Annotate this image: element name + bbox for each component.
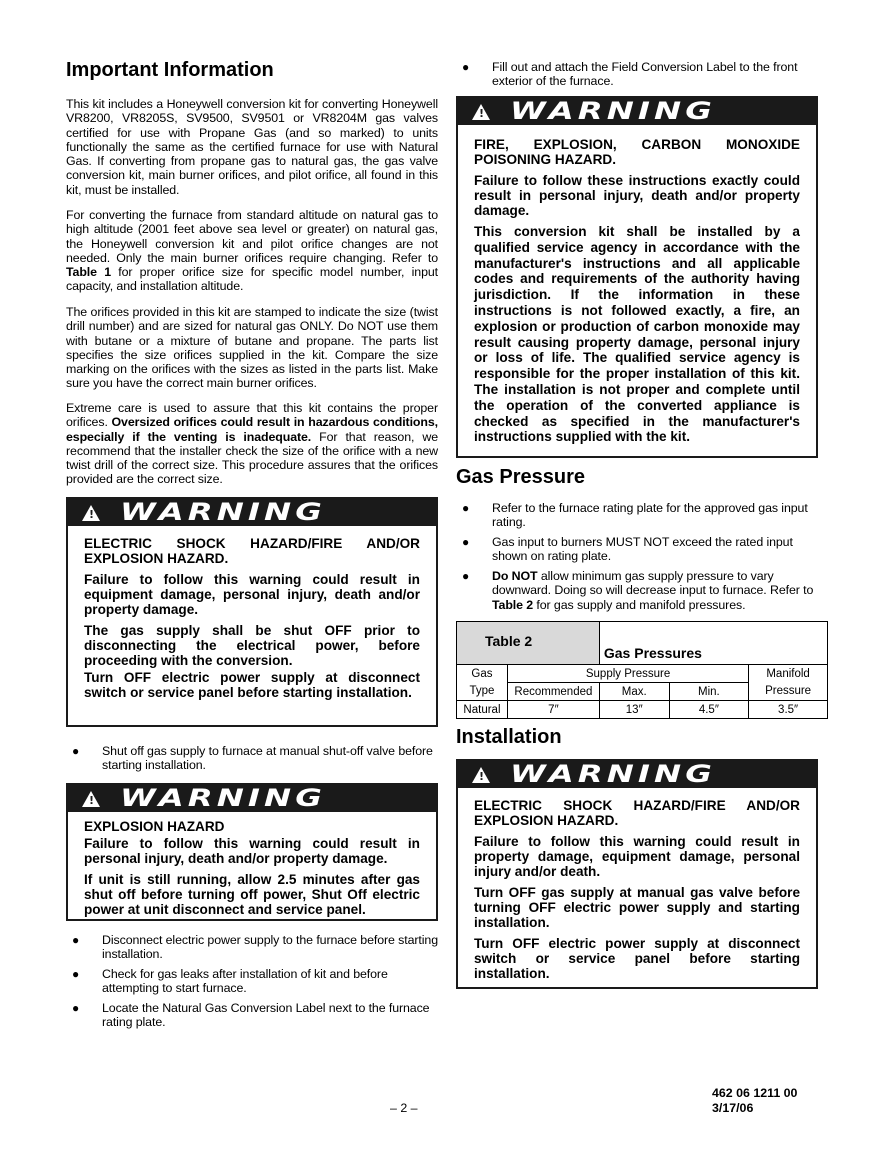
gas-pressures-table bbox=[456, 621, 828, 719]
warning-instruction-line: This conversion kit shall be installed by a qualified service agency in accordance with the manufacturer's instructions and all applicable codes and requirements of the authority having jurisdiction. If the information in these instructions is not followed exactly, a fire, an explosion or production of carbon monoxide may result causing property damage, personal injury or loss of life. The qualified service agency is responsible for the proper installation of this kit. The installation is not proper and complete until the operation of the converted appliance is checked as specified in the manufacturer's instructions supplied with the kit. bbox=[474, 224, 800, 445]
warning-instruction-line: If unit is still running, allow 2.5 minutes after gas shut off before turning off power, Shut Off electric power at unit disconnect and service panel. bbox=[84, 872, 420, 917]
table-title: Gas Pressures bbox=[599, 622, 827, 665]
list-item: ● Do NOT allow minimum gas supply pressure to vary downward. Doing so will decrease input to furnace. Refer to Table 2 for gas supply and manifold pressures. bbox=[462, 569, 814, 612]
list-item: ● Shut off gas supply to furnace at manual shut-off valve before starting installation. bbox=[72, 744, 433, 773]
warning-box-electric bbox=[66, 497, 438, 727]
warning-triangle-icon: ! bbox=[82, 791, 100, 807]
bullet-icon: ● bbox=[72, 1001, 80, 1015]
document-date: 3/17/06 bbox=[712, 1101, 754, 1115]
page-number: – 2 – bbox=[390, 1101, 418, 1115]
table-header: Manifold bbox=[749, 665, 828, 683]
list-item: ● Refer to the furnace rating plate for the approved gas input rating. bbox=[462, 501, 808, 530]
bullet-icon: ● bbox=[462, 569, 470, 583]
bullet-icon: ● bbox=[462, 60, 470, 74]
warning-heading: WARNING bbox=[120, 498, 326, 526]
bullet-icon: ● bbox=[462, 535, 470, 549]
warning-heading: WARNING bbox=[510, 760, 716, 788]
table-header: Type bbox=[457, 683, 508, 701]
warning-box-fire bbox=[456, 96, 818, 458]
warning-hazard-line: EXPLOSION HAZARD bbox=[84, 819, 225, 834]
bullet-icon: ● bbox=[72, 933, 80, 947]
table-cell: 7″ bbox=[507, 701, 599, 719]
warning-hazard-line: FIRE, EXPLOSION, CARBON MONOXIDE POISONING HAZARD. bbox=[474, 137, 800, 167]
warning-instruction-line: Turn OFF electric power supply at disconnect switch or service panel before starting installation. bbox=[84, 670, 420, 700]
important-info-title: Important Information bbox=[66, 59, 274, 81]
warning-triangle-icon: ! bbox=[472, 104, 490, 120]
list-item: ● Disconnect electric power supply to the furnace before starting installation. bbox=[72, 933, 438, 962]
warning-instruction-line: Turn OFF electric power supply at disconnect switch or service panel before starting installation. bbox=[474, 936, 800, 981]
table-header: Supply Pressure bbox=[507, 665, 748, 683]
warning-consequence-line: Failure to follow these instructions exactly could result in personal injury, death and/or property damage. bbox=[474, 173, 800, 218]
warning-consequence-line: Failure to follow this warning could result in personal injury, death and/or property damage. bbox=[84, 836, 420, 866]
warning-instruction-line: The gas supply shall be shut OFF prior to disconnecting the electrical power, before proceeding with the conversion. bbox=[84, 623, 420, 668]
table-cell: 4.5″ bbox=[669, 701, 749, 719]
warning-box-install bbox=[456, 759, 818, 989]
warning-banner bbox=[458, 761, 816, 788]
intro-paragraph: This kit includes a Honeywell conversion kit for converting Honeywell VR8200, VR8205S, SV9500, SV9501 or VR8204M gas valves certified for use with Propane Gas (and so marked) to units functionally the same as the certified furnace for use with Natural Gas. If converting from propane gas to natural gas, the gas valve conversion kit, main burner orifices, and pilot orifice, all found in this kit, must be installed. bbox=[66, 97, 438, 197]
gas-pressure-title: Gas Pressure bbox=[456, 466, 585, 488]
warning-hazard-line: ELECTRIC SHOCK HAZARD/FIRE AND/OR EXPLOSION HAZARD. bbox=[84, 536, 420, 566]
table-row bbox=[457, 701, 828, 719]
warning-banner bbox=[458, 98, 816, 125]
table-header: Recommended bbox=[507, 683, 599, 701]
bullet-icon: ● bbox=[72, 967, 80, 981]
bullet-icon: ● bbox=[462, 501, 470, 515]
table-header: Pressure bbox=[749, 683, 828, 701]
bullet-icon: ● bbox=[72, 744, 80, 758]
table-cell: Natural bbox=[457, 701, 508, 719]
warning-hazard-line: ELECTRIC SHOCK HAZARD/FIRE AND/OR EXPLOSION HAZARD. bbox=[474, 798, 800, 828]
table-header: Min. bbox=[669, 683, 749, 701]
warning-triangle-icon: ! bbox=[472, 767, 490, 783]
warning-banner bbox=[68, 785, 436, 812]
warning-banner bbox=[68, 499, 436, 526]
warning-consequence-line: Failure to follow this warning could result in equipment damage, personal injury, death and/or property damage. bbox=[84, 572, 420, 617]
warning-heading: WARNING bbox=[510, 97, 716, 125]
warning-consequence-line: Failure to follow this warning could result in property damage, equipment damage, personal injury and/or death. bbox=[474, 834, 800, 879]
table-header: Max. bbox=[599, 683, 669, 701]
table-cell: 13″ bbox=[599, 701, 669, 719]
warning-heading: WARNING bbox=[120, 784, 326, 812]
table-header: Gas bbox=[457, 665, 508, 683]
installation-title: Installation bbox=[456, 726, 562, 748]
orifices-paragraph: The orifices provided in this kit are stamped to indicate the size (twist drill number) and are sized for natural gas ONLY. Do NOT use them with butane or a mixture of butane and propane. The parts list specifies the size orifices supplied in the kit. Compare the size marking on the orifices with the sizes as listed in the parts list. Make sure you have the correct main burner orifices. bbox=[66, 305, 438, 391]
warning-triangle-icon: ! bbox=[82, 505, 100, 521]
care-paragraph: Extreme care is used to assure that this kit contains the proper orifices. Oversized orifices could result in hazardous conditions, especially if the venting is inadequate. For that reason, we recommend that the installer check the size of the orifice with a new twist drill of the correct size. This procedure assures that the orifices provided are the correct size. bbox=[66, 401, 438, 487]
list-item: ● Fill out and attach the Field Conversion Label to the front exterior of the furnace. bbox=[462, 60, 798, 89]
list-item: ● Check for gas leaks after installation of kit and before attempting to start furnace. bbox=[72, 967, 388, 996]
list-item: ● Gas input to burners MUST NOT exceed the rated input shown on rating plate. bbox=[462, 535, 793, 564]
altitude-paragraph: For converting the furnace from standard altitude on natural gas to high altitude (2001 feet above sea level or greater) on natural gas, the Honeywell conversion kit and pilot orifice changes are not needed. Only the main burner orifices require changing. Refer to Table 1 for proper orifice size for specific model number, input capacity, and installation altitude. bbox=[66, 208, 439, 294]
warning-box-explosion bbox=[66, 783, 438, 921]
table-label: Table 2 bbox=[457, 622, 600, 665]
warning-instruction-line: Turn OFF gas supply at manual gas valve before turning OFF electric power supply and starting installation. bbox=[474, 885, 800, 930]
list-item: ● Locate the Natural Gas Conversion Label next to the furnace rating plate. bbox=[72, 1001, 430, 1030]
table-cell: 3.5″ bbox=[749, 701, 828, 719]
document-number: 462 06 1211 00 bbox=[712, 1086, 798, 1100]
